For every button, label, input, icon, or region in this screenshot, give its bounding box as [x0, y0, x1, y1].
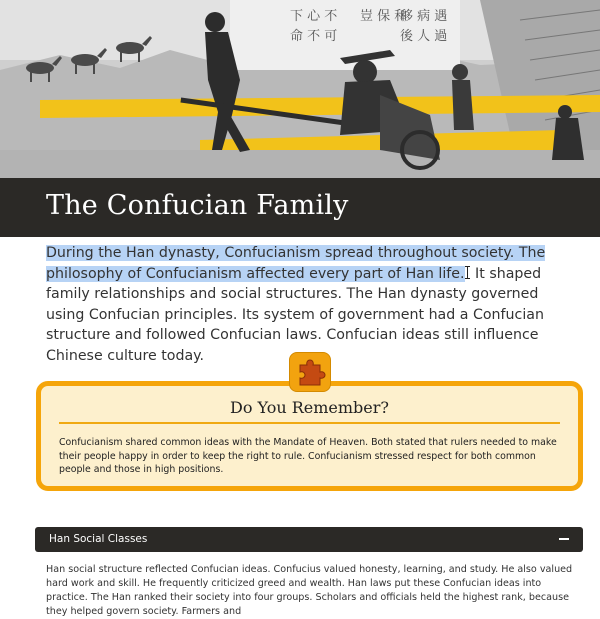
- svg-text:命 不 可: 命 不 可: [290, 29, 338, 44]
- do-you-remember-box: [36, 381, 583, 491]
- remember-divider: [59, 422, 560, 424]
- accordion-header-han-social-classes[interactable]: [35, 527, 583, 552]
- page-title: The Confucian Family: [46, 190, 349, 221]
- selected-text[interactable]: During the Han dynasty, Confucianism spread throughout society. The philosophy of Confucianism affected every part of Han life.: [46, 245, 546, 282]
- title-band: [0, 178, 600, 237]
- intro-paragraph: [46, 243, 576, 366]
- svg-text:豈 保 和: 豈 保 和: [360, 9, 408, 24]
- hero-banner-image: [0, 0, 600, 178]
- text-cursor-icon: [465, 266, 471, 279]
- remember-text: Confucianism shared common ideas with the Mandate of Heaven. Both stated that rulers needed to make their people happy in order to keep the right to rule. Confucianism stressed respect for both common people and those in high positions.: [59, 437, 557, 475]
- svg-text:後 人 過: 後 人 過: [400, 29, 448, 44]
- minus-icon[interactable]: [559, 538, 569, 540]
- svg-text:下 心 不: 下 心 不: [290, 9, 338, 24]
- accordion-label: Han Social Classes: [49, 533, 148, 545]
- intro-text: It shaped family relationships and social structures. The Han dynasty governed using Confucian principles. Its system of government had a Confucian structure and followed Confucian laws. Confucian ideas still influence Chinese culture today.: [46, 265, 544, 364]
- svg-text:移 病 遇: 移 病 遇: [400, 9, 448, 24]
- puzzle-piece-icon: [289, 352, 331, 392]
- remember-title: Do You Remember?: [229, 398, 389, 417]
- accordion-body: Han social structure reflected Confucian ideas. Confucius valued honesty, learning, and study. He also valued hard work and skill. He frequently criticized greed and wealth. Han laws put these Confucian ideas into practice. The Han ranked their society into four groups. Scholars and officials held the highest rank, because they helped govern society. Farmers and: [46, 564, 573, 617]
- wheelbarrow-illustration: [0, 0, 600, 178]
